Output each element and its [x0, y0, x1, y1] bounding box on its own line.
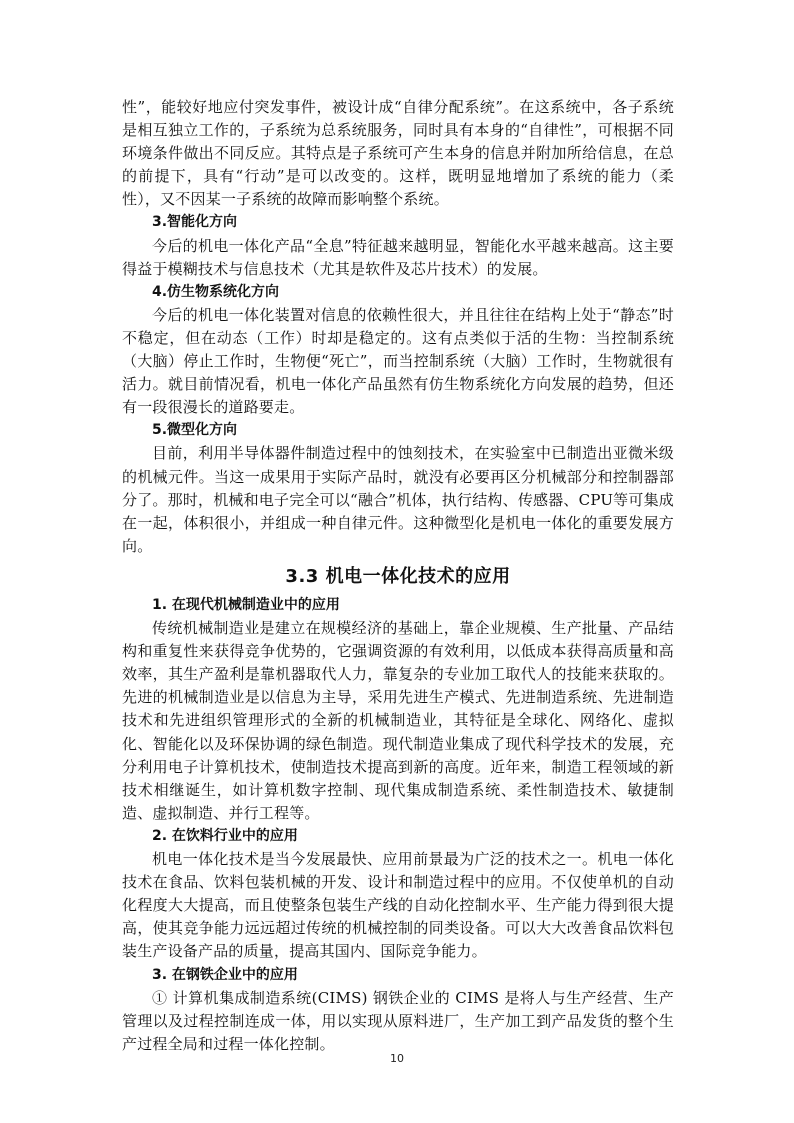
paragraph-steel-industry: ① 计算机集成制造系统(CIMS) 钢铁企业的 CIMS 是将人与生产经营、生产管理以及过程控制连成一体，用以实现从原料进厂，生产加工到产品发货的整个生产过程全局和过程一体化控制。 — [122, 988, 674, 1053]
paragraph-autonomous-system: 性”，能较好地应付突发事件，被设计成“自律分配系统”。在这系统中，各子系统是相互独立工作的，子系统为总系统服务，同时具有本身的“自律性”，可根据不同环境条件做出不同反应。其特点是子系统可产生本身的信息并附加所给信息，在总的前提下，具有“行动”是可以改变的。这样，既明显地增加了系统的能力（柔性），又不因某一子系统的故障而影响整个系统。 — [122, 98, 674, 209]
heading-steel-industry: 3. 在钢铁企业中的应用 — [152, 966, 298, 983]
heading-micro-direction: 5.微型化方向 — [152, 422, 238, 439]
section-title-3-3: 3.3 机电一体化技术的应用 — [285, 566, 511, 587]
heading-beverage-industry: 2. 在饮料行业中的应用 — [152, 827, 298, 844]
section-3-2-continuation — [122, 96, 674, 558]
section-3-3-body — [122, 594, 674, 1056]
heading-bionic-direction: 4.仿生物系统化方向 — [152, 283, 280, 300]
paragraph-intelligent-direction: 今后的机电一体化产品“全息”特征越来越明显，智能化水平越来越高。这主要得益于模糊技术与信息技术（尤其是软件及芯片技术）的发展。 — [122, 236, 674, 278]
paragraph-micro-direction: 目前，利用半导体器件制造过程中的蚀刻技术，在实验室中已制造出亚微米级的机械元件。当这一成果用于实际产品时，就没有必要再区分机械部分和控制器部分了。那时，机械和电子完全可以“融合”机体，执行结构、传感器、CPU等可集成在一起，体积很小，并组成一种自律元件。这种微型化是机电一体化的重要发展方向。 — [122, 444, 674, 555]
paragraph-bionic-direction: 今后的机电一体化装置对信息的依赖性很大，并且往往在结构上处于“静态”时不稳定，但在动态（工作）时却是稳定的。这有点类似于活的生物：当控制系统（大脑）停止工作时，生物便“死亡”，而当控制系统（大脑）工作时，生物就很有活力。就目前情况看，机电一体化产品虽然有仿生物系统化方向发展的趋势，但还有一段很漫长的道路要走。 — [122, 305, 674, 417]
page-number: 10 — [390, 1052, 404, 1065]
heading-intelligent-direction: 3.智能化方向 — [152, 214, 238, 231]
paragraph-beverage-industry: 机电一体化技术是当今发展最快、应用前景最为广泛的技术之一。机电一体化技术在食品、饮料包装机械的开发、设计和制造过程中的应用。不仅使单机的自动化程度大大提高，而且使整条包装生产线的自动化控制水平、生产能力得到很大提高，使其竞争能力远远超过传统的机械控制的同类设备。可以大大改善食品饮料包装生产设备产品的质量，提高其国内、国际竞争能力。 — [122, 850, 674, 961]
heading-machine-manufacturing: 1. 在现代机械制造业中的应用 — [152, 597, 340, 613]
paragraph-machine-manufacturing: 传统机械制造业是建立在规模经济的基础上，靠企业规模、生产批量、产品结构和重复性来获得竞争优势的，它强调资源的有效利用，以低成本获得高质量和高效率，其生产盈利是靠机器取代人力，靠复杂的专业加工取代人的技能来获取的。先进的机械制造业是以信息为主导，采用先进生产模式、先进制造系统、先进制造技术和先进组织管理形式的全新的机械制造业，其特征是全球化、网络化、虚拟化、智能化以及环保协调的绿色制造。现代制造业集成了现代科学技术的发展，充分利用电子计算机技术，使制造技术提高到新的高度。近年来，制造工程领域的新技术相继诞生，如计算机数字控制、现代集成制造系统、柔性制造技术、敏捷制造、虚拟制造、并行工程等。 — [122, 619, 674, 822]
